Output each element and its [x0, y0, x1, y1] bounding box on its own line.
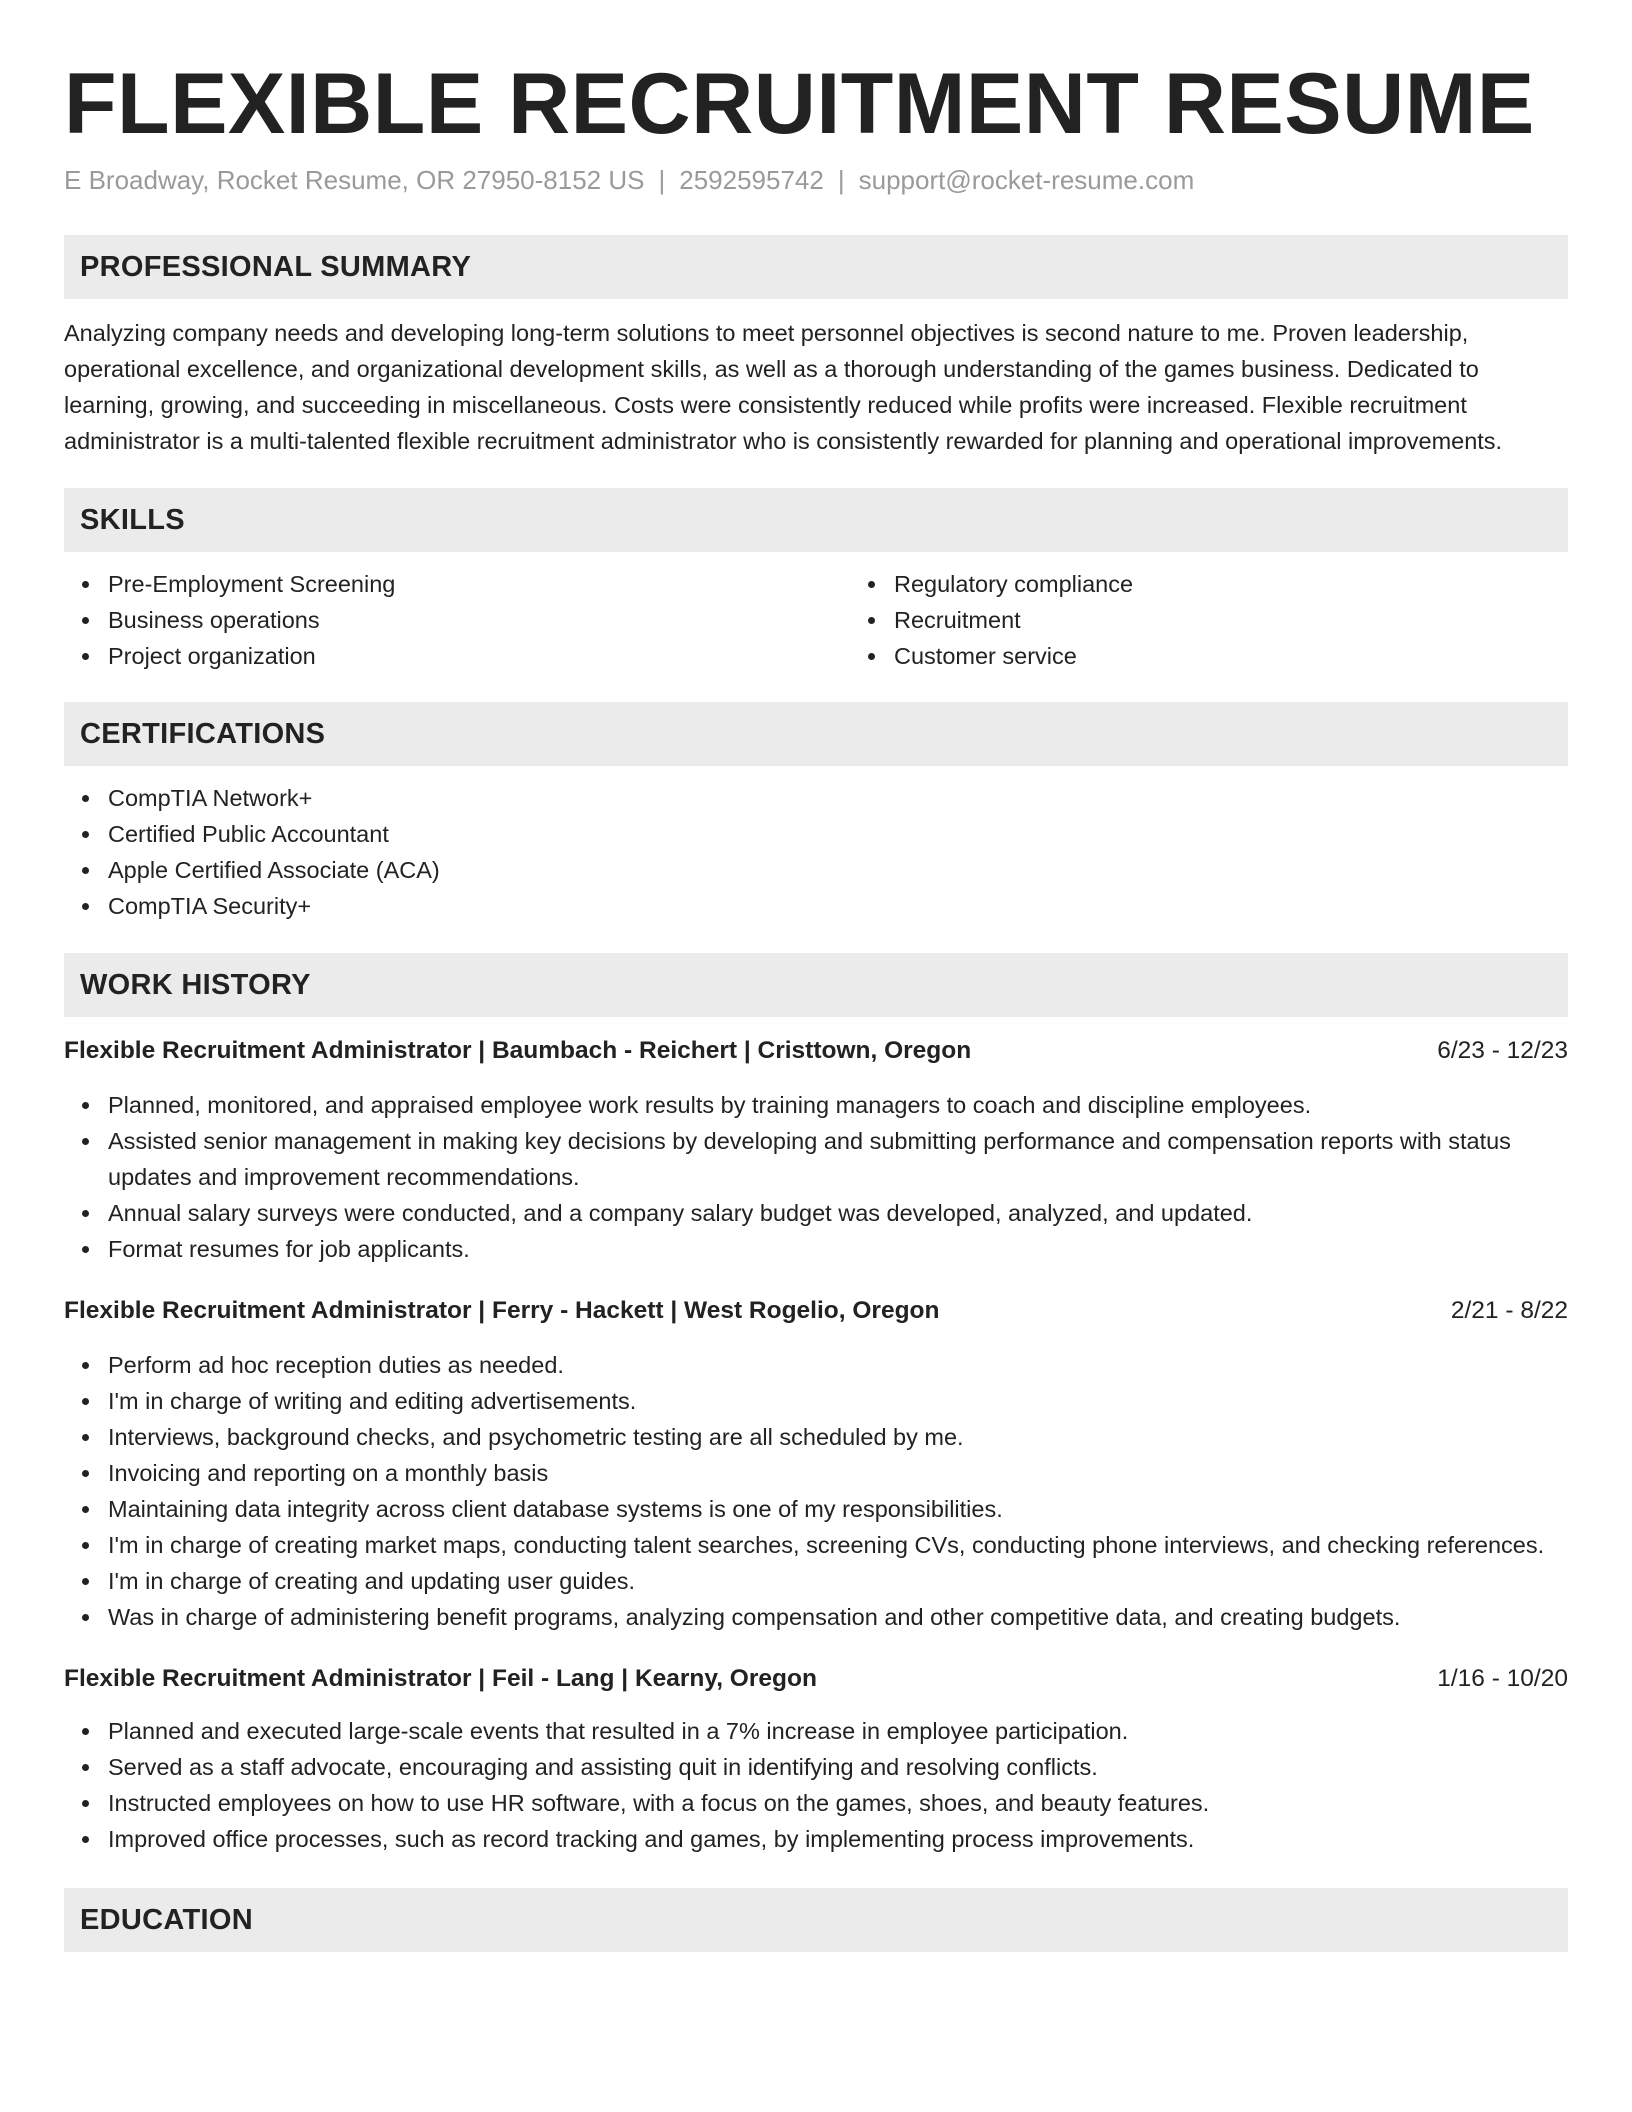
contact-separator: | — [658, 165, 666, 195]
job-bullet: Maintaining data integrity across client database systems is one of my responsibilities. — [108, 1491, 1568, 1527]
job-entry — [64, 1294, 1568, 1635]
job-bullet: Planned, monitored, and appraised employee work results by training managers to coach and discipline employees. — [108, 1087, 1568, 1123]
job-header — [64, 1662, 1568, 1696]
job-bullets — [64, 1713, 1568, 1857]
job-bullet: I'm in charge of creating and updating user guides. — [108, 1563, 1568, 1599]
job-title: Flexible Recruitment Administrator | Baumbach - Reichert | Cristtown, Oregon — [64, 1037, 972, 1064]
skill-item: Pre-Employment Screening — [108, 566, 850, 602]
contact-address: E Broadway, Rocket Resume, OR 27950-8152 US — [64, 165, 645, 195]
resume-page — [64, 0, 1568, 1952]
section-header-education: EDUCATION — [64, 1888, 1568, 1952]
certification-item: Apple Certified Associate (ACA) — [108, 852, 1568, 888]
job-dates: 2/21 - 8/22 — [1450, 1297, 1568, 1324]
job-bullet: Annual salary surveys were conducted, and a company salary budget was developed, analyzed, and updated. — [108, 1195, 1568, 1231]
skills-column-right — [850, 566, 1632, 674]
certification-item: Certified Public Accountant — [108, 816, 1568, 852]
section-header-skills: SKILLS — [64, 488, 1568, 552]
summary-text: Analyzing company needs and developing long-term solutions to meet personnel objectives is second nature to me. Proven leadership, operational excellence, and organizational development skills, as well as a thorough understanding of the games business. Dedicated to learning, growing, and succeeding in miscellaneous. Costs were consistently reduced while profits were increased. Flexible recruitment administrator is a multi-talented flexible recruitment administrator who is consistently rewarded for planning and operational improvements. — [64, 320, 1503, 454]
contact-line — [64, 164, 1568, 196]
job-entry — [64, 1034, 1568, 1267]
job-title: Flexible Recruitment Administrator | Ferry - Hackett | West Rogelio, Oregon — [64, 1297, 940, 1324]
job-bullet: Perform ad hoc reception duties as needed. — [108, 1347, 1568, 1383]
job-bullet: Format resumes for job applicants. — [108, 1231, 1568, 1267]
job-header — [64, 1034, 1568, 1068]
skill-item: Recruitment — [894, 602, 1632, 638]
contact-email: support@rocket-resume.com — [858, 165, 1195, 195]
certification-item: CompTIA Security+ — [108, 888, 1568, 924]
section-header-work-history: WORK HISTORY — [64, 953, 1568, 1017]
job-bullet: Interviews, background checks, and psychometric testing are all scheduled by me. — [108, 1419, 1568, 1455]
job-header — [64, 1294, 1568, 1328]
section-header-certifications: CERTIFICATIONS — [64, 702, 1568, 766]
skills-column-left — [64, 566, 850, 674]
job-entry — [64, 1662, 1568, 1857]
resume-name: FLEXIBLE RECRUITMENT RESUME — [64, 56, 1535, 152]
job-title: Flexible Recruitment Administrator | Feil - Lang | Kearny, Oregon — [64, 1665, 817, 1692]
certifications-list — [64, 780, 1568, 924]
job-bullet: Assisted senior management in making key decisions by developing and submitting performance and compensation reports with status updates and improvement recommendations. — [108, 1123, 1568, 1195]
section-header-summary: PROFESSIONAL SUMMARY — [64, 235, 1568, 299]
certification-item: CompTIA Network+ — [108, 780, 1568, 816]
job-bullet: Was in charge of administering benefit programs, analyzing compensation and other competitive data, and creating budgets. — [108, 1599, 1568, 1635]
job-bullet: I'm in charge of writing and editing advertisements. — [108, 1383, 1568, 1419]
job-bullets — [64, 1087, 1568, 1267]
job-bullet: Instructed employees on how to use HR software, with a focus on the games, shoes, and beauty features. — [108, 1785, 1568, 1821]
contact-phone: 2592595742 — [679, 165, 824, 195]
skill-item: Business operations — [108, 602, 850, 638]
skill-item: Project organization — [108, 638, 850, 674]
job-bullets — [64, 1347, 1568, 1635]
job-bullet: Improved office processes, such as record tracking and games, by implementing process improvements. — [108, 1821, 1568, 1857]
skill-item: Regulatory compliance — [894, 566, 1632, 602]
job-bullet: Invoicing and reporting on a monthly basis — [108, 1455, 1568, 1491]
job-bullet: Served as a staff advocate, encouraging and assisting quit in identifying and resolving conflicts. — [108, 1749, 1568, 1785]
job-bullet: Planned and executed large-scale events that resulted in a 7% increase in employee participation. — [108, 1713, 1568, 1749]
skills-list — [64, 552, 1568, 674]
contact-separator: | — [837, 165, 845, 195]
skill-item: Customer service — [894, 638, 1632, 674]
job-dates: 6/23 - 12/23 — [1437, 1037, 1568, 1064]
job-bullet: I'm in charge of creating market maps, conducting talent searches, screening CVs, conducting phone interviews, and checking references. — [108, 1527, 1568, 1563]
job-dates: 1/16 - 10/20 — [1437, 1665, 1568, 1692]
